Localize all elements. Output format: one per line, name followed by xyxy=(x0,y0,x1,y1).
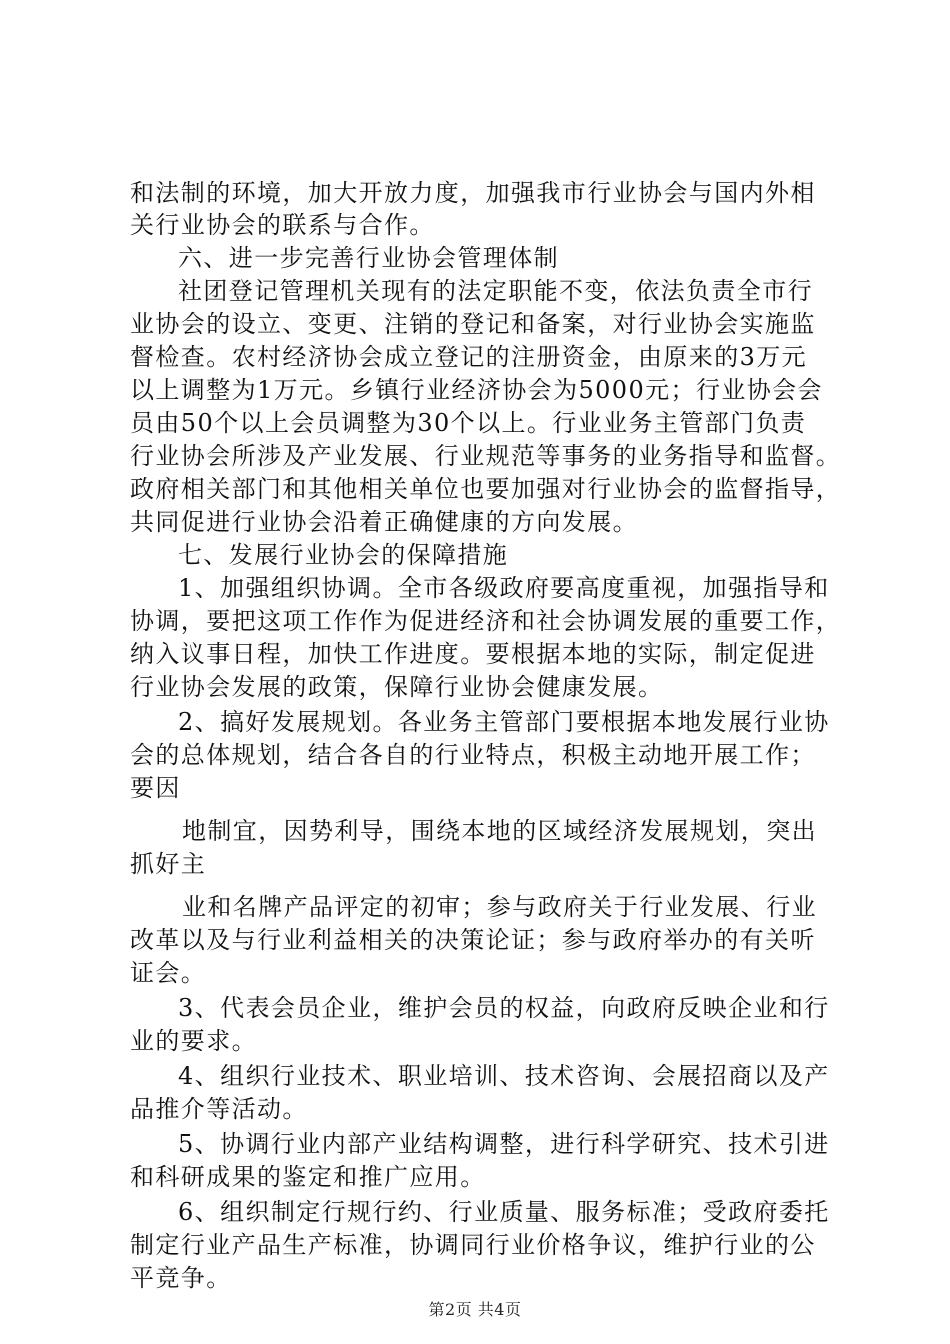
text-line: 协调，要把这项工作作为促进经济和社会协调发展的重要工作， xyxy=(130,607,842,635)
text-line: 品推介等活动。 xyxy=(130,1095,308,1123)
text-line: 行业协会发展的政策，保障行业协会健康发展。 xyxy=(130,673,664,701)
text-line: 3、代表会员企业，维护会员的权益，向政府反映企业和行 xyxy=(178,994,830,1022)
text-line: 业和名牌产品评定的初审；参与政府关于行业发展、行业 xyxy=(182,893,817,921)
text-line: 行业协会所涉及产业发展、行业规范等事务的业务指导和监督。 xyxy=(130,442,842,470)
text-line: 5、协调行业内部产业结构调整，进行科学研究、技术引进 xyxy=(178,1130,830,1158)
text-line: 会的总体规划，结合各自的行业特点，积极主动地开展工作； xyxy=(130,741,816,769)
text-line: 和法制的环境，加大开放力度，加强我市行业协会与国内外相 xyxy=(130,179,816,207)
text-line: 员由50个以上会员调整为30个以上。行业业务主管部门负责 xyxy=(130,409,807,437)
section-heading: 六、进一步完善行业协会管理体制 xyxy=(178,244,559,272)
text-line: 地制宜，因势利导，围绕本地的区域经济发展规划，突出 xyxy=(182,817,817,845)
text-line: 督检查。农村经济协会成立登记的注册资金，由原来的3万元 xyxy=(130,343,808,371)
text-line: 证会。 xyxy=(130,959,207,987)
text-line: 要因 xyxy=(130,774,181,802)
page-number-footer: 第2页 共4页 xyxy=(428,1300,522,1319)
text-line: 2、搞好发展规划。各业务主管部门要根据本地发展行业协 xyxy=(178,708,830,736)
text-line: 平竞争。 xyxy=(130,1264,232,1292)
text-line: 和科研成果的鉴定和推广应用。 xyxy=(130,1163,486,1191)
text-line: 抓好主 xyxy=(130,850,207,878)
text-line: 4、组织行业技术、职业培训、技术咨询、会展招商以及产 xyxy=(178,1062,830,1090)
text-line: 以上调整为1万元。乡镇行业经济协会为5000元；行业协会会 xyxy=(130,376,823,404)
text-line: 6、组织制定行规行约、行业质量、服务标准；受政府委托 xyxy=(178,1198,830,1226)
text-line: 1、加强组织协调。全市各级政府要高度重视，加强指导和 xyxy=(178,574,830,602)
text-line: 关行业协会的联系与合作。 xyxy=(130,211,435,239)
text-line: 社团登记管理机关现有的法定职能不变，依法负责全市行 xyxy=(178,277,813,305)
text-line: 制定行业产品生产标准，协调同行业价格争议，维护行业的公 xyxy=(130,1231,816,1259)
text-line: 政府相关部门和其他相关单位也要加强对行业协会的监督指导， xyxy=(130,475,842,503)
text-line: 业协会的设立、变更、注销的登记和备案，对行业协会实施监 xyxy=(130,310,816,338)
text-line: 纳入议事日程，加快工作进度。要根据本地的实际，制定促进 xyxy=(130,640,816,668)
section-heading: 七、发展行业协会的保障措施 xyxy=(178,541,509,569)
text-line: 共同促进行业协会沿着正确健康的方向发展。 xyxy=(130,508,638,536)
text-line: 改革以及与行业利益相关的决策论证；参与政府举办的有关听 xyxy=(130,926,816,954)
text-line: 业的要求。 xyxy=(130,1027,257,1055)
